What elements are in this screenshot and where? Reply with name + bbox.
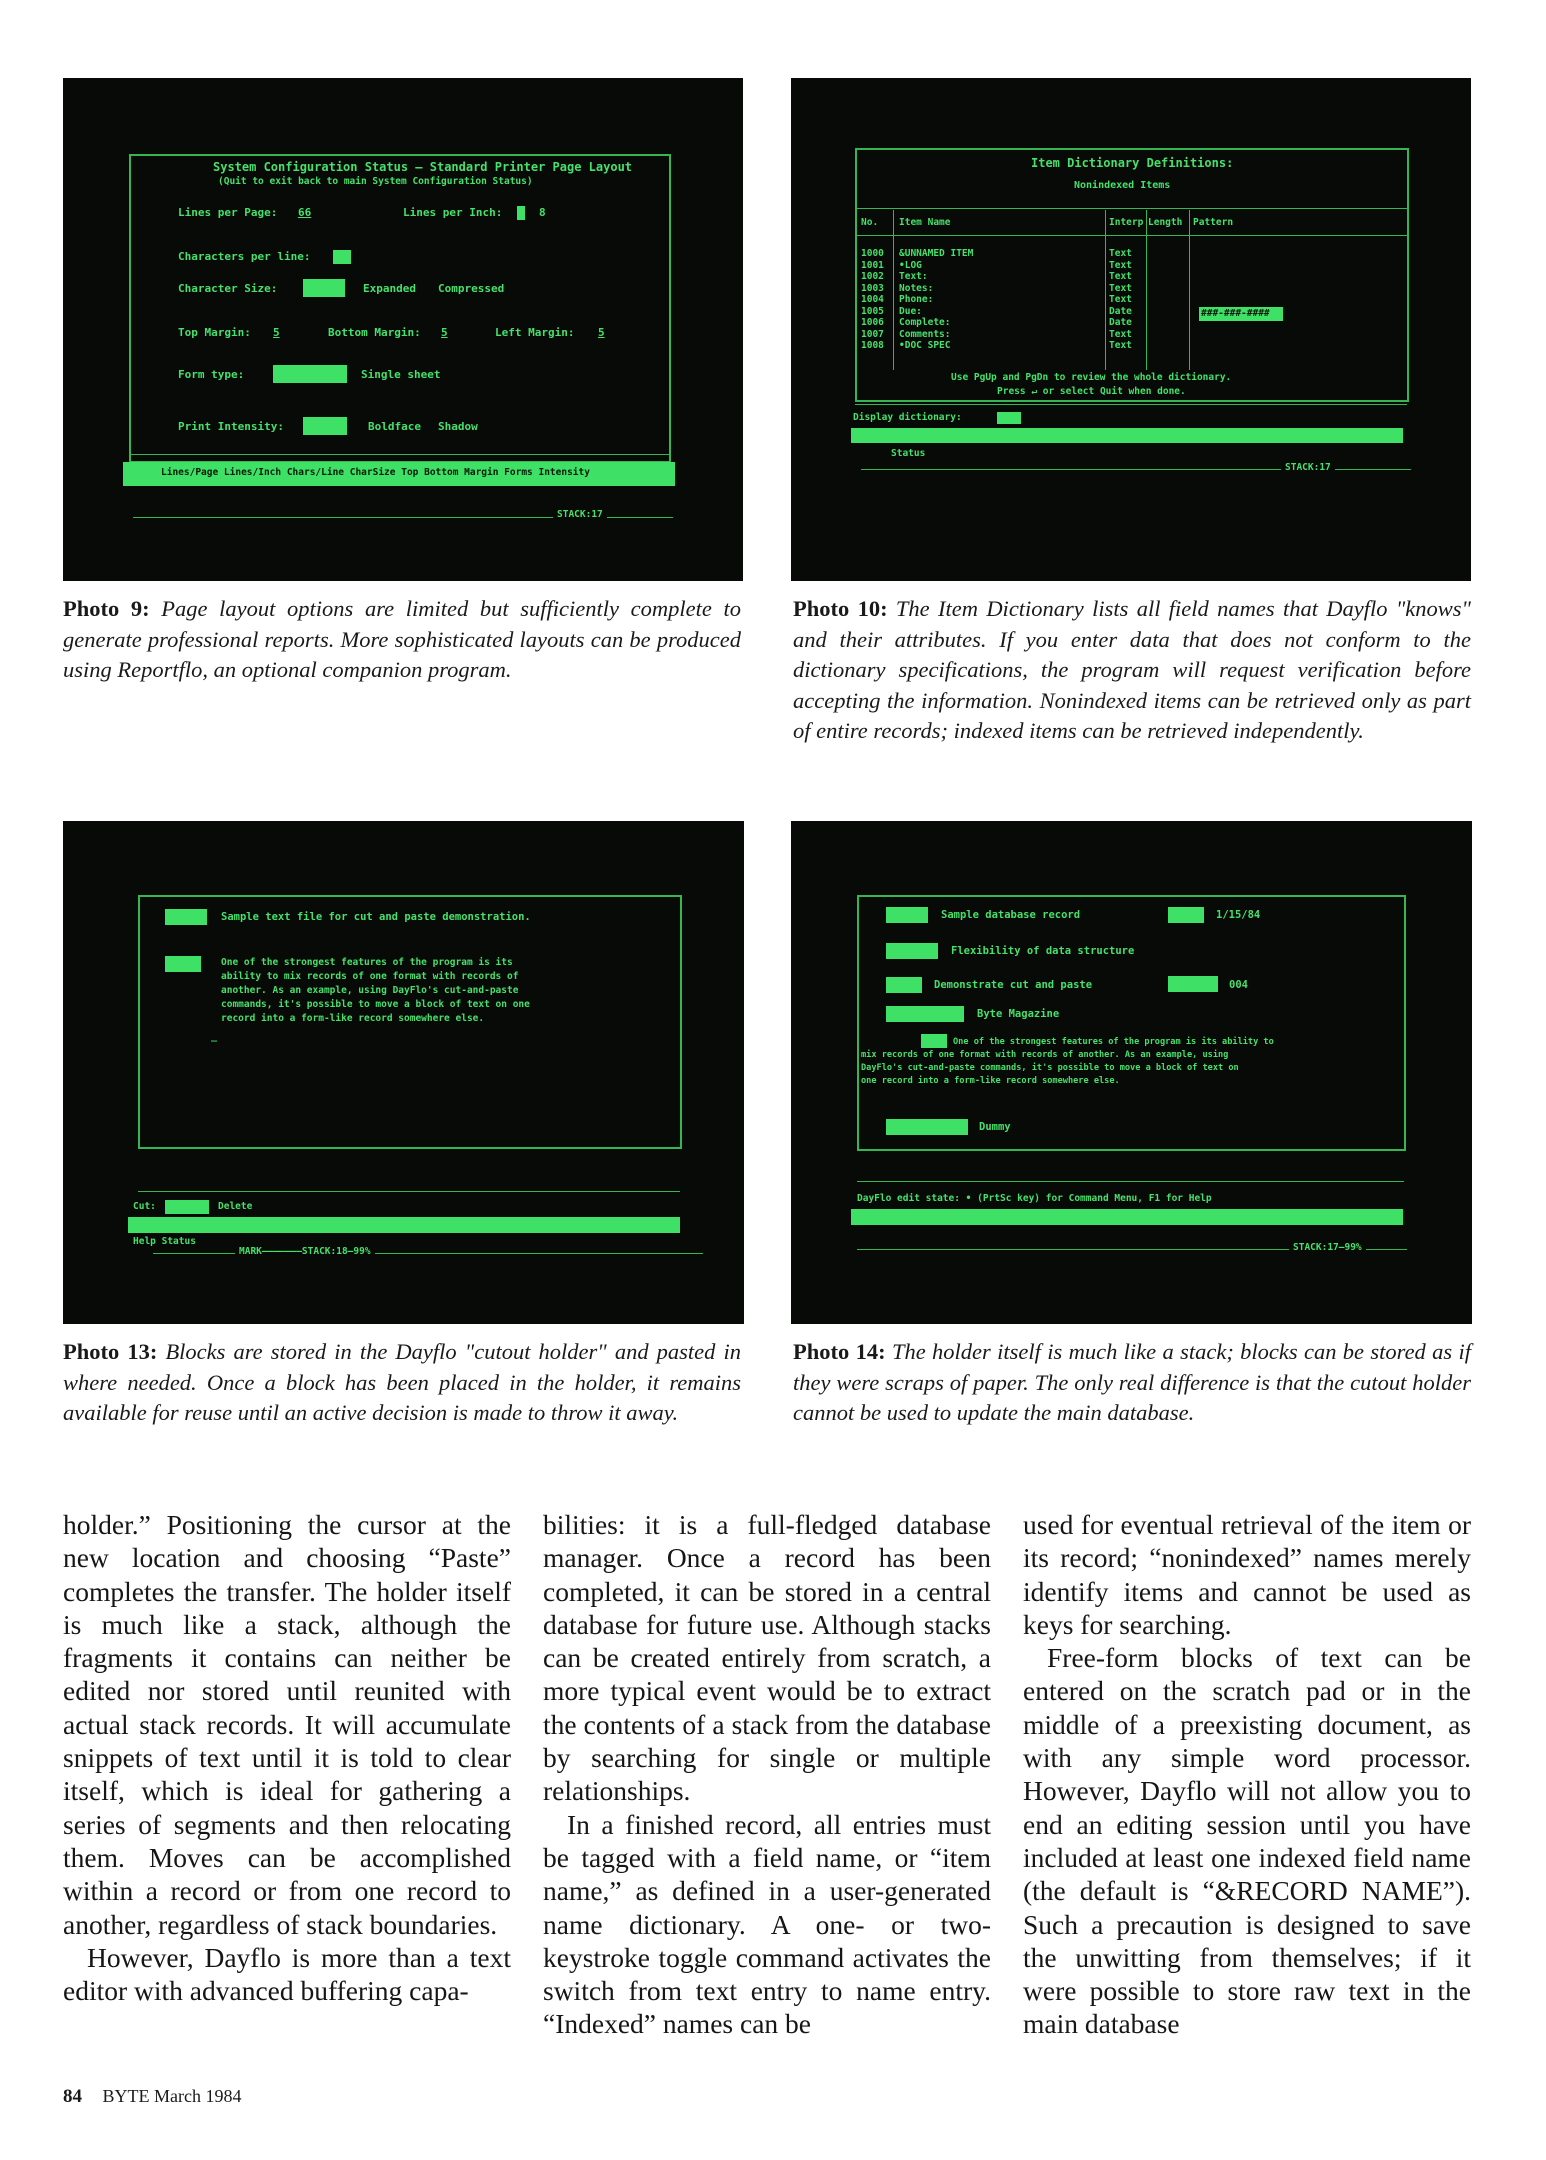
cut-field (165, 1200, 209, 1214)
publication-name: BYTE March 1984 (102, 2086, 242, 2106)
status-label: Status (891, 448, 926, 459)
sample-line: Sample text file for cut and paste demonstration. (221, 911, 531, 923)
ruler-line (129, 454, 669, 455)
num-marker (1168, 976, 1218, 992)
help-line-2: Press ↵ or select Quit when done. (997, 386, 1186, 397)
form-type-label: Form type: (178, 368, 245, 381)
page-footer (63, 2086, 241, 2108)
status-bar-text: STACK:17 (553, 509, 607, 520)
status-bar-text: STACK:17—99% (1289, 1242, 1366, 1253)
screen-title: Item Dictionary Definitions: (1031, 156, 1234, 170)
col-divider (893, 210, 894, 370)
paragraph: holder.” Positioning the cursor at the new location and choosing “Paste” completes the transfer. The holder itself is much like a stack, although the fragments it contains can neither be edited nor stored until reunited with actual stack records. It will accumulate snippets of text until it is told to clear itself, which is ideal for gathering a series of segments and then relocating them. Moves can be accomplished within a record or from one record to another, regardless of stack boundaries. (63, 1509, 511, 1940)
sample-paragraph: One of the strongest features of the program is its ability to mix records of one format with records of another. As an example, using DayFlo's cut-and-paste commands, it's possible to move a block of text on one record into a form-like record somewhere else. (221, 957, 530, 1024)
form-type-option: Single sheet (361, 368, 441, 381)
field-marker (886, 1006, 964, 1022)
photo-10-caption (793, 594, 1471, 747)
char-size-label: Character Size: (178, 282, 278, 295)
caption-label: Photo 13: (63, 1339, 158, 1364)
char-size-expanded: Expanded (363, 282, 416, 295)
col-pattern: Pattern (1193, 217, 1234, 228)
field-marker (886, 943, 938, 959)
paragraph: In a finished record, all entries must be tagged with a field name, or “item name,” as defined in a user-generated name dictionary. A one- or two-keystroke toggle command activates the switch from text entry to name entry. “Indexed” names can be (543, 1808, 991, 2040)
help-line-1: Use PgUp and PgDn to review the whole dictionary. (951, 372, 1232, 383)
record-date: 1/15/84 (1216, 909, 1261, 921)
form-type-field (273, 365, 347, 383)
ruler-line (855, 404, 1407, 405)
ruler-line (138, 1191, 680, 1192)
caption-label: Photo 10: (793, 596, 888, 621)
menu-bar-text: Lines/Page Lines/Inch Chars/Line CharSize Top Bottom Margin Forms Intensity (161, 467, 590, 478)
help-status: Help Status (133, 1236, 196, 1247)
photo-14-screen (791, 821, 1472, 1324)
lines-per-inch-label: Lines per Inch: (403, 206, 503, 219)
screen-title: System Configuration Status — Standard Printer Page Layout (213, 160, 633, 174)
record-header: Sample database record (941, 909, 1081, 921)
text-marker (165, 909, 207, 925)
col-length: Length (1148, 217, 1183, 228)
lines-per-inch-field (517, 206, 525, 220)
photo-13-caption (63, 1337, 741, 1429)
body-column-3 (1023, 1508, 1471, 2041)
page-number: 84 (63, 2086, 82, 2107)
date-marker (1168, 907, 1204, 923)
char-size-compressed: Compressed (438, 282, 505, 295)
lines-per-page-label: Lines per Page: (178, 206, 278, 219)
print-intensity-label: Print Intensity: (178, 420, 284, 433)
body-column-1 (63, 1508, 511, 2007)
record-num: 004 (1229, 979, 1248, 991)
chars-per-line-label: Characters per line: (178, 250, 311, 263)
table-row: 1002 Text: Text (861, 271, 1132, 282)
screen-frame (129, 154, 671, 463)
table-row: 1008 •DOC SPEC Text (861, 340, 1132, 351)
paragraph: bilities: it is a full-fledged database manager. Once a record has been completed, it can be stored in a central database for future use. Although stacks can be created entirely from scratch, a more typical event would be to extract the contents of a stack from the database by searching for single or multiple relationships. (543, 1509, 991, 1807)
dictionary-rows (861, 248, 1132, 352)
status-bar-text: STACK:17 (1281, 462, 1335, 473)
left-margin-value: 5 (598, 326, 605, 339)
char-size-field (303, 279, 345, 297)
col-divider (1189, 210, 1190, 370)
ruler-line (857, 1181, 1404, 1182)
lines-per-inch-value: 8 (539, 206, 546, 219)
caption-text: Blocks are stored in the Dayflo "cutout holder" and pasted in where needed. Once a block has been placed in the holder, it remains available for reuse until an active decision is made to throw it away. (63, 1339, 741, 1425)
field-marker (886, 1119, 968, 1135)
pattern-value: ###-###-#### (1201, 308, 1270, 319)
field-marker (886, 907, 928, 923)
col-divider (1105, 210, 1106, 370)
print-intensity-shadow: Shadow (438, 420, 478, 433)
display-field (997, 412, 1021, 424)
caption-text: The holder itself is much like a stack; blocks can be stored as if they were scraps of paper. The only real difference is that the cutout holder cannot be used to update the main database. (793, 1339, 1472, 1425)
table-row: 1004 Phone: Text (861, 294, 1132, 305)
field-marker (886, 977, 922, 993)
table-row: 1000 &UNNAMED ITEM Text (861, 248, 1132, 259)
photo-13-screen (63, 821, 744, 1324)
paragraph: Free-form blocks of text can be entered on the scratch pad or in the middle of a preexisting document, as with any simple word processor. However, Dayflo will not allow you to end an editing session until you have included at least one indexed field name (the default is “&RECORD NAME”). Such a precaution is designed to save the unwitting from themselves; if it were possible to store raw text in the main database (1023, 1642, 1471, 2040)
status-bar-highlight (851, 1209, 1403, 1225)
caption-text: The Item Dictionary lists all field names that Dayflo "knows" and their attributes. If you enter data that does not conform to the dictionary specifications, the program will request verification before accepting the information. Nonindexed items can be retrieved only as part of entire records; indexed items can be retrieved independently. (793, 596, 1471, 743)
block-marker (165, 956, 201, 972)
status-bar-highlight (128, 1217, 680, 1233)
table-row: 1001 •LOG Text (861, 259, 1132, 271)
screen-frame (857, 895, 1406, 1151)
col-divider (1146, 210, 1147, 370)
display-prompt: Display dictionary: (853, 412, 962, 423)
record-dummy: Dummy (979, 1121, 1011, 1133)
record-line-3: Demonstrate cut and paste (934, 979, 1093, 991)
cursor: _ (211, 1031, 218, 1042)
col-interp: Interp (1109, 217, 1144, 228)
cut-option: Delete (218, 1201, 253, 1212)
screen-subtitle: (Quit to exit back to main System Configuration Status) (218, 176, 533, 187)
print-intensity-field (303, 417, 347, 435)
cut-label: Cut: (133, 1201, 156, 1212)
chars-per-line-field (333, 250, 351, 264)
table-row: 1005 Due: Date (861, 305, 1132, 317)
status-line-text: DayFlo edit state: • (PrtSc key) for Command Menu, F1 for Help (857, 1193, 1212, 1204)
status-bar-highlight (851, 428, 1403, 443)
table-top-line (855, 208, 1407, 209)
status-bar-text: MARK———————STACK:18—99% (235, 1246, 375, 1257)
photo-10-screen (791, 78, 1471, 581)
record-line-4: Byte Magazine (977, 1008, 1060, 1020)
photo-9-caption (63, 594, 741, 686)
photo-9-screen (63, 78, 743, 581)
caption-label: Photo 14: (793, 1339, 886, 1364)
caption-text: Page layout options are limited but sufficiently complete to generate professional reports. More sophisticated layouts can be produced using Reportflo, an optional companion program. (63, 596, 742, 682)
bottom-margin-value: 5 (441, 326, 448, 339)
caption-label: Photo 9: (63, 596, 150, 621)
record-paragraph: One of the strongest features of the program is its ability to mix records of one format with records of another. As an example, using DayFlo's cut-and-paste commands, it's possible to move a block of text on one record into a form-like record somewhere else. (861, 1037, 1274, 1086)
top-margin-value: 5 (273, 326, 280, 339)
table-row: 1006 Complete: Date (861, 317, 1132, 328)
print-intensity-boldface: Boldface (368, 420, 421, 433)
top-margin-label: Top Margin: (178, 326, 251, 339)
left-margin-label: Left Margin: (495, 326, 575, 339)
lines-per-page-value: 66 (298, 206, 312, 219)
table-row: 1003 Notes: Text (861, 282, 1132, 294)
body-column-2 (543, 1508, 991, 2041)
col-no: No. (861, 217, 879, 228)
record-line-2: Flexibility of data structure (951, 945, 1135, 957)
col-item-name: Item Name (899, 217, 951, 228)
table-header-line (855, 235, 1407, 236)
paragraph: However, Dayflo is more than a text editor with advanced buffering capa- (63, 1941, 511, 2007)
photo-14-caption (793, 1337, 1471, 1429)
screen-subtitle: Nonindexed Items (1074, 180, 1171, 191)
table-row: 1007 Comments: Text (861, 328, 1132, 340)
paragraph: used for eventual retrieval of the item or its record; “nonindexed” names merely identify items and cannot be used as keys for searching. (1023, 1509, 1471, 1640)
bottom-margin-label: Bottom Margin: (328, 326, 421, 339)
